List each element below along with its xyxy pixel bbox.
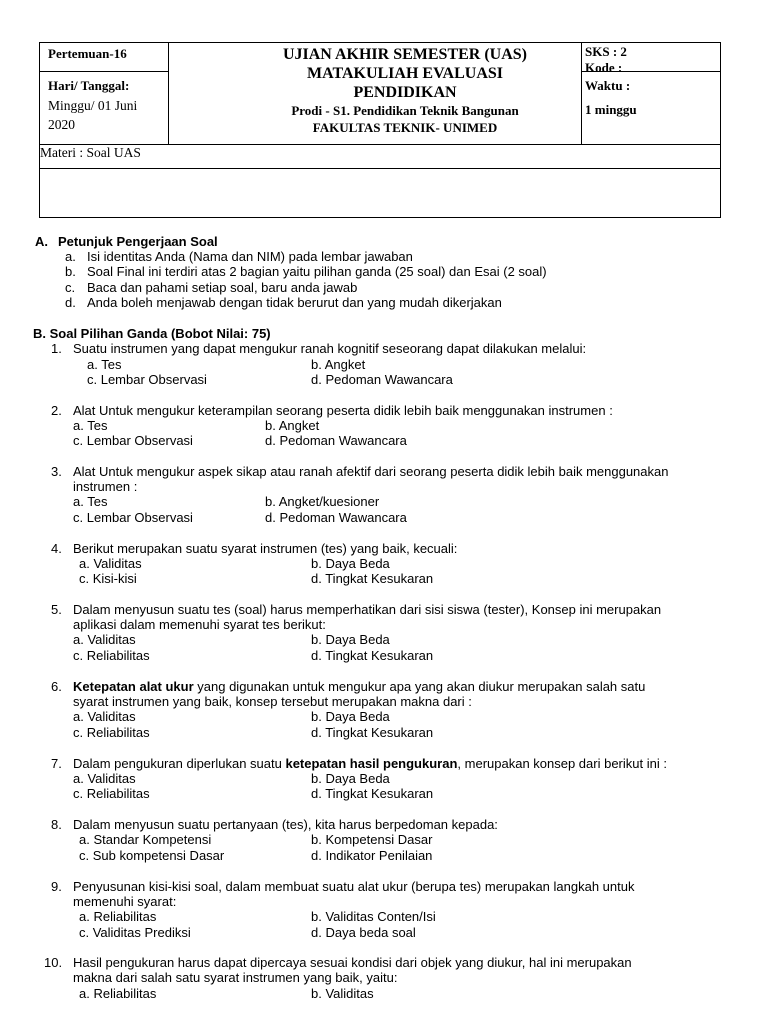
option-a: a. Tes (87, 357, 122, 372)
material-label: Materi : Soal UAS (40, 145, 141, 160)
code-label: Kode : (585, 60, 623, 75)
meeting-label: Pertemuan-16 (48, 46, 127, 61)
course-title-cont: PENDIDIKAN (353, 84, 457, 101)
option-d: d. Indikator Penilaian (311, 848, 433, 863)
question-number: 4. (51, 541, 62, 556)
question-number: 5. (51, 602, 62, 617)
date-value: Minggu/ 01 Juni (48, 98, 138, 113)
option-d: d. Pedoman Wawancara (265, 433, 407, 448)
option-d: d. Tingkat Kesukaran (311, 786, 434, 801)
option-c: c. Kisi-kisi (79, 571, 137, 586)
option-a: a. Standar Kompetensi (79, 832, 212, 847)
option-a: a. Reliabilitas (79, 986, 157, 1001)
option-c: c. Validitas Prediksi (79, 925, 191, 940)
option-b: b. Angket/kuesioner (265, 494, 380, 509)
instruction-item: Anda boleh menjawab dengan tidak berurut dan yang mudah dikerjakan (87, 295, 502, 310)
question-number: 9. (51, 879, 62, 894)
instruction-letter: b. (65, 264, 76, 279)
question-text-cont: aplikasi dalam memenuhi syarat tes berikut: (73, 617, 326, 632)
option-a: a. Tes (73, 494, 108, 509)
question-number: 7. (51, 756, 62, 771)
question-text: Suatu instrumen yang dapat mengukur ranah kognitif seseorang dapat dilakukan melalui: (73, 341, 587, 356)
question-number: 8. (51, 817, 62, 832)
question-number: 2. (51, 403, 62, 418)
study-program: Prodi - S1. Pendidikan Teknik Bangunan (291, 103, 519, 118)
question-text-cont: instrumen : (73, 479, 138, 494)
option-c: c. Reliabilitas (73, 786, 150, 801)
instruction-letter: c. (65, 280, 76, 295)
question-text: Dalam menyusun suatu tes (soal) harus memperhatikan dari sisi siswa (tester), Konsep ini merupakan (73, 602, 662, 617)
question-text-cont: syarat instrumen yang baik, konsep tersebut merupakan makna dari : (73, 694, 472, 709)
option-c: c. Reliabilitas (73, 648, 150, 663)
option-a: a. Reliabilitas (79, 909, 157, 924)
question-text: Penyusunan kisi-kisi soal, dalam membuat suatu alat ukur (berupa tes) merupakan langkah untuk (73, 879, 635, 894)
question-text-rest: yang digunakan untuk mengukur apa yang akan diukur merupakan salah satu (193, 679, 646, 694)
date-label: Hari/ Tanggal: (48, 78, 130, 93)
table-divider (168, 43, 169, 144)
question-text (73, 756, 667, 771)
option-c: c. Reliabilitas (73, 725, 150, 740)
question-text-cont: memenuhi syarat: (73, 894, 177, 909)
option-a: a. Validitas (73, 771, 136, 786)
option-b: b. Angket (311, 357, 366, 372)
option-d: d. Tingkat Kesukaran (311, 571, 434, 586)
question-number: 1. (51, 341, 62, 356)
option-c: c. Lembar Observasi (87, 372, 207, 387)
question-emphasis: Ketepatan alat ukur (73, 679, 194, 694)
option-b: b. Daya Beda (311, 771, 390, 786)
time-label: Waktu : (585, 78, 631, 93)
option-a: a. Tes (73, 418, 108, 433)
date-value-year: 2020 (48, 117, 75, 132)
option-b: b. Daya Beda (311, 556, 390, 571)
question-text (73, 679, 645, 694)
instruction-item: Soal Final ini terdiri atas 2 bagian yaitu pilihan ganda (25 soal) dan Esai (2 soal) (87, 264, 547, 279)
instruction-item: Baca dan pahami setiap soal, baru anda jawab (87, 280, 358, 295)
option-d: d. Pedoman Wawancara (265, 510, 407, 525)
question-number: 10. (44, 955, 63, 970)
option-d: d. Daya beda soal (311, 925, 416, 940)
question-text: Alat Untuk mengukur keterampilan seorang peserta didik lebih baik menggunakan instrumen : (73, 403, 613, 418)
course-title: MATAKULIAH EVALUASI (306, 65, 504, 82)
faculty: FAKULTAS TEKNIK- UNIMED (312, 120, 498, 135)
question-text: Dalam menyusun suatu pertanyaan (tes), kita harus berpedoman kepada: (73, 817, 498, 832)
time-value: 1 minggu (585, 102, 637, 117)
instruction-letter: d. (65, 295, 76, 310)
question-text: Hasil pengukuran harus dapat dipercaya sesuai kondisi dari objek yang diukur, hal ini merupakan (73, 955, 632, 970)
credits-label: SKS : 2 (585, 44, 627, 59)
option-b: b. Validitas (311, 986, 374, 1001)
option-c: c. Sub kompetensi Dasar (79, 848, 225, 863)
option-c: c. Lembar Observasi (73, 433, 193, 448)
option-c: c. Lembar Observasi (73, 510, 193, 525)
option-a: a. Validitas (79, 556, 142, 571)
option-b: b. Daya Beda (311, 709, 390, 724)
option-d: d. Tingkat Kesukaran (311, 725, 434, 740)
question-number: 6. (51, 679, 62, 694)
table-divider (40, 71, 168, 72)
option-b: b. Validitas Conten/Isi (311, 909, 436, 924)
option-b: b. Kompetensi Dasar (311, 832, 433, 847)
exam-title: UJIAN AKHIR SEMESTER (UAS) (282, 46, 528, 63)
section-b-heading: B. Soal Pilihan Ganda (Bobot Nilai: 75) (33, 326, 271, 341)
question-text-cont: makna dari salah satu syarat instrumen yang baik, yaitu: (73, 970, 398, 985)
table-divider (40, 144, 720, 145)
option-d: d. Pedoman Wawancara (311, 372, 453, 387)
question-text-pre: Dalam pengukuran diperlukan suatu (73, 756, 286, 771)
option-a: a. Validitas (73, 709, 136, 724)
exam-header-table (39, 42, 721, 218)
table-divider (40, 168, 720, 169)
question-text: Berikut merupakan suatu syarat instrumen (tes) yang baik, kecuali: (73, 541, 458, 556)
question-text-post: , merupakan konsep dari berikut ini : (457, 756, 667, 771)
section-a-letter: A. (35, 234, 48, 249)
question-number: 3. (51, 464, 62, 479)
section-a-heading: Petunjuk Pengerjaan Soal (58, 234, 218, 249)
question-emphasis: ketepatan hasil pengukuran (285, 756, 458, 771)
option-b: b. Angket (265, 418, 320, 433)
option-d: d. Tingkat Kesukaran (311, 648, 434, 663)
instruction-item: Isi identitas Anda (Nama dan NIM) pada lembar jawaban (87, 249, 413, 264)
option-a: a. Validitas (73, 632, 136, 647)
instruction-letter: a. (65, 249, 76, 264)
option-b: b. Daya Beda (311, 632, 390, 647)
question-text: Alat Untuk mengukur aspek sikap atau ranah afektif dari seorang peserta didik lebih baik menggunakan (73, 464, 669, 479)
